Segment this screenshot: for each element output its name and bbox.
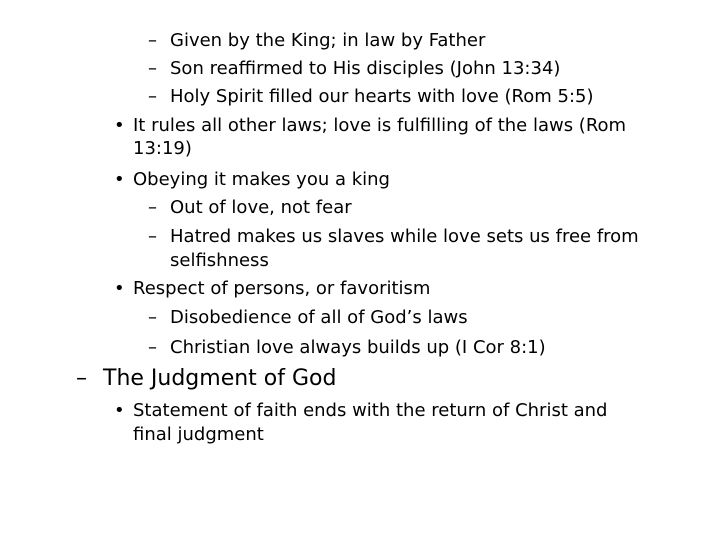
dash-marker: – — [148, 197, 157, 218]
list-item-text: Out of love, not fear — [170, 197, 352, 218]
bullet-marker: • — [114, 115, 125, 136]
dash-marker: – — [76, 366, 87, 391]
list-item-text: Holy Spirit filled our hearts with love (Rom 5:5) — [170, 86, 594, 107]
bullet-marker: • — [114, 400, 125, 421]
list-item-text: It rules all other laws; love is fulfilling of the laws (Rom — [133, 115, 627, 136]
dash-marker: – — [148, 337, 157, 358]
dash-marker: – — [148, 86, 157, 107]
list-item-text: Christian love always builds up (I Cor 8:1) — [170, 337, 546, 358]
list-item-text: Given by the King; in law by Father — [170, 30, 486, 51]
bullet-marker: • — [114, 169, 125, 190]
dash-marker: – — [148, 307, 157, 328]
list-item-text: Son reaffirmed to His disciples (John 13:34) — [170, 58, 561, 79]
list-item-continuation: selfishness — [170, 250, 269, 271]
section-heading: The Judgment of God — [103, 366, 337, 391]
bullet-marker: • — [114, 278, 125, 299]
dash-marker: – — [148, 30, 157, 51]
list-item-text: Respect of persons, or favoritism — [133, 278, 431, 299]
list-item-text: Hatred makes us slaves while love sets us free from — [170, 226, 639, 247]
dash-marker: – — [148, 226, 157, 247]
list-item-text: Obeying it makes you a king — [133, 169, 390, 190]
list-item-text: Disobedience of all of God’s laws — [170, 307, 468, 328]
dash-marker: – — [148, 58, 157, 79]
list-item-continuation: final judgment — [133, 424, 264, 445]
list-item-continuation: 13:19) — [133, 138, 192, 159]
list-item-text: Statement of faith ends with the return of Christ and — [133, 400, 608, 421]
